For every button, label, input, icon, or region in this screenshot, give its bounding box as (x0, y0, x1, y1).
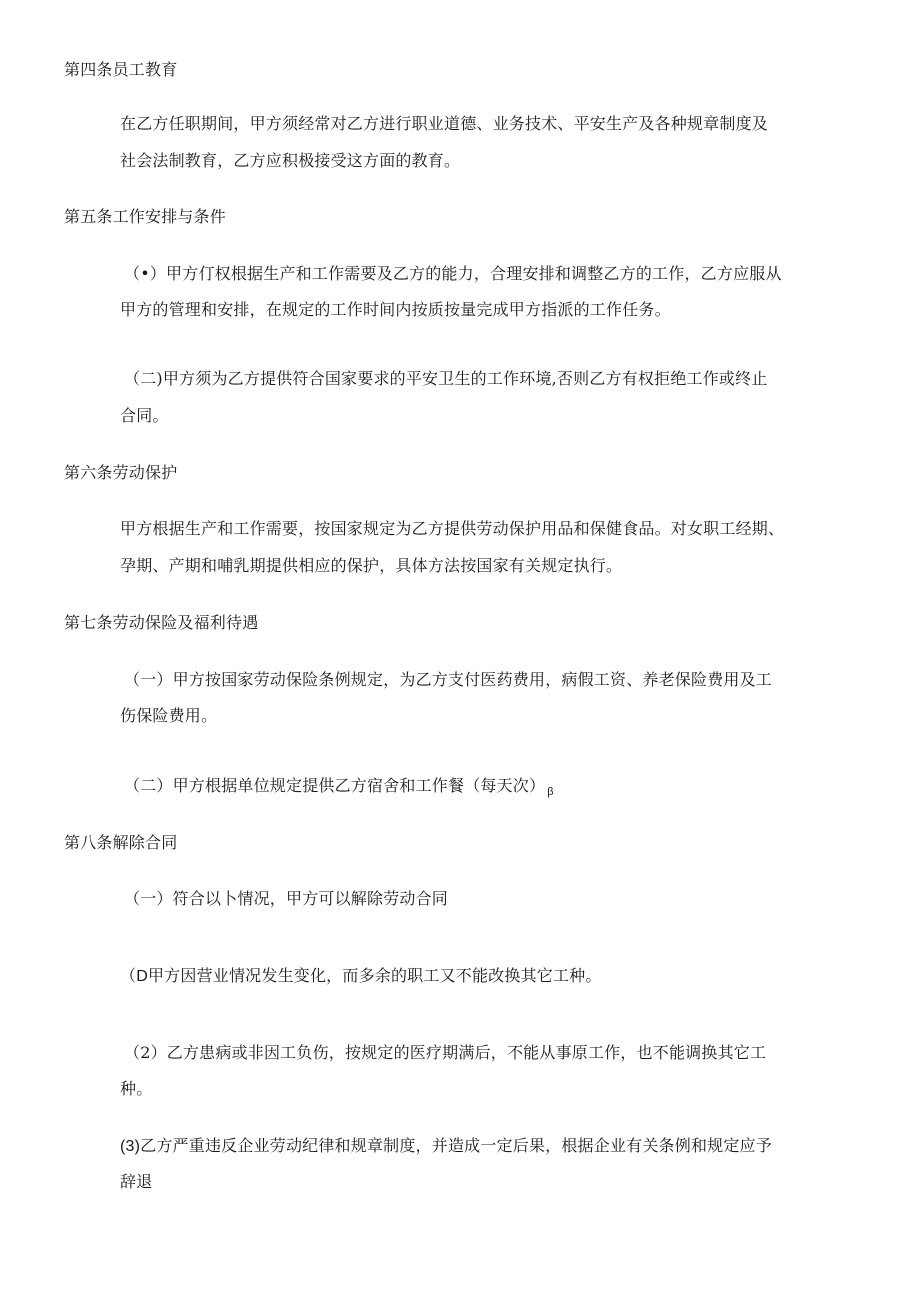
article-7-item-1-line-1: （一）甲方按国家劳动保险条例规定，为乙方支付医药费用，病假工资、养老保险费用及工 (124, 670, 773, 689)
article-7-heading: 第七条劳动保险及福利待遇 (64, 613, 259, 632)
article-8-item-1: （一）符合以卜情况，甲方可以解除劳动合同 (124, 889, 449, 908)
article-5-item-1-line-2: 甲方的管理和安排，在规定的工作时间内按质按量完成甲方指派的工作任务。 (120, 300, 671, 319)
article-4-heading: 第四条员工教育 (64, 60, 178, 79)
article-8-sub-2-line-1: （2）乙方患病或非因工负伤，按规定的医疗期满后，不能从事原工作，也不能调换其它工 (124, 1043, 767, 1062)
article-5-item-2-line-1: （二)甲方须为乙方提供符合国家要求的平安卫生的工作环境,否则乙方有权拒绝工作或终止 (124, 369, 768, 388)
article-7-item-1-line-2: 伤保险费用。 (120, 706, 218, 725)
article-4-paragraph-line-1: 在乙方任职期间，甲方须经常对乙方进行职业道德、业务技术、平安生产及各种规章制度及 (120, 114, 769, 133)
article-8-sub-3-text: 乙方严重违反企业劳动纪律和规章制度，并造成一定后果，根据企业有关条例和规定应予 (140, 1136, 772, 1155)
article-4-paragraph-line-2: 社会法制教育，乙方应积极接受这方面的教育。 (120, 151, 461, 170)
article-8-sub-3-line-1 (120, 1136, 772, 1157)
article-5-item-1-line-1: （•）甲方仃权根据生产和工作需要及乙方的能力，合理安排和调整乙方的工作，乙方应服从 (124, 264, 782, 283)
article-8-sub-2-line-2: 种。 (120, 1079, 153, 1098)
article-6-heading: 第六条劳动保护 (64, 463, 178, 482)
article-7-item-2-suffix: β (547, 786, 554, 798)
article-8-sub-1 (120, 966, 602, 987)
article-8-heading: 第八条解除合同 (64, 833, 178, 852)
article-5-item-2-line-2: 合同。 (120, 406, 169, 425)
article-5-heading: 第五条工作安排与条件 (64, 207, 227, 226)
article-8-sub-1-text: 甲方因营业情况发生变化，而多余的职工又不能改换其它工种。 (147, 966, 602, 985)
article-8-sub-3-prefix: (3) (120, 1138, 141, 1155)
article-7-item-2-line-1 (124, 776, 554, 802)
article-6-paragraph-line-2: 孕期、产期和哺乳期提供相应的保护，具体方法按国家有关规定执行。 (120, 556, 623, 575)
article-6-paragraph-line-1: 甲方根据生产和工作需要，按国家规定为乙方提供劳动保护用品和保健食品。对女职工经期、 (120, 519, 785, 538)
article-7-item-2-text: （二）甲方根据单位规定提供乙方宿舍和工作餐（每天次） (124, 776, 546, 795)
article-8-sub-3-line-2: 辞退 (120, 1172, 153, 1191)
article-8-sub-1-prefix: （D (120, 968, 148, 985)
